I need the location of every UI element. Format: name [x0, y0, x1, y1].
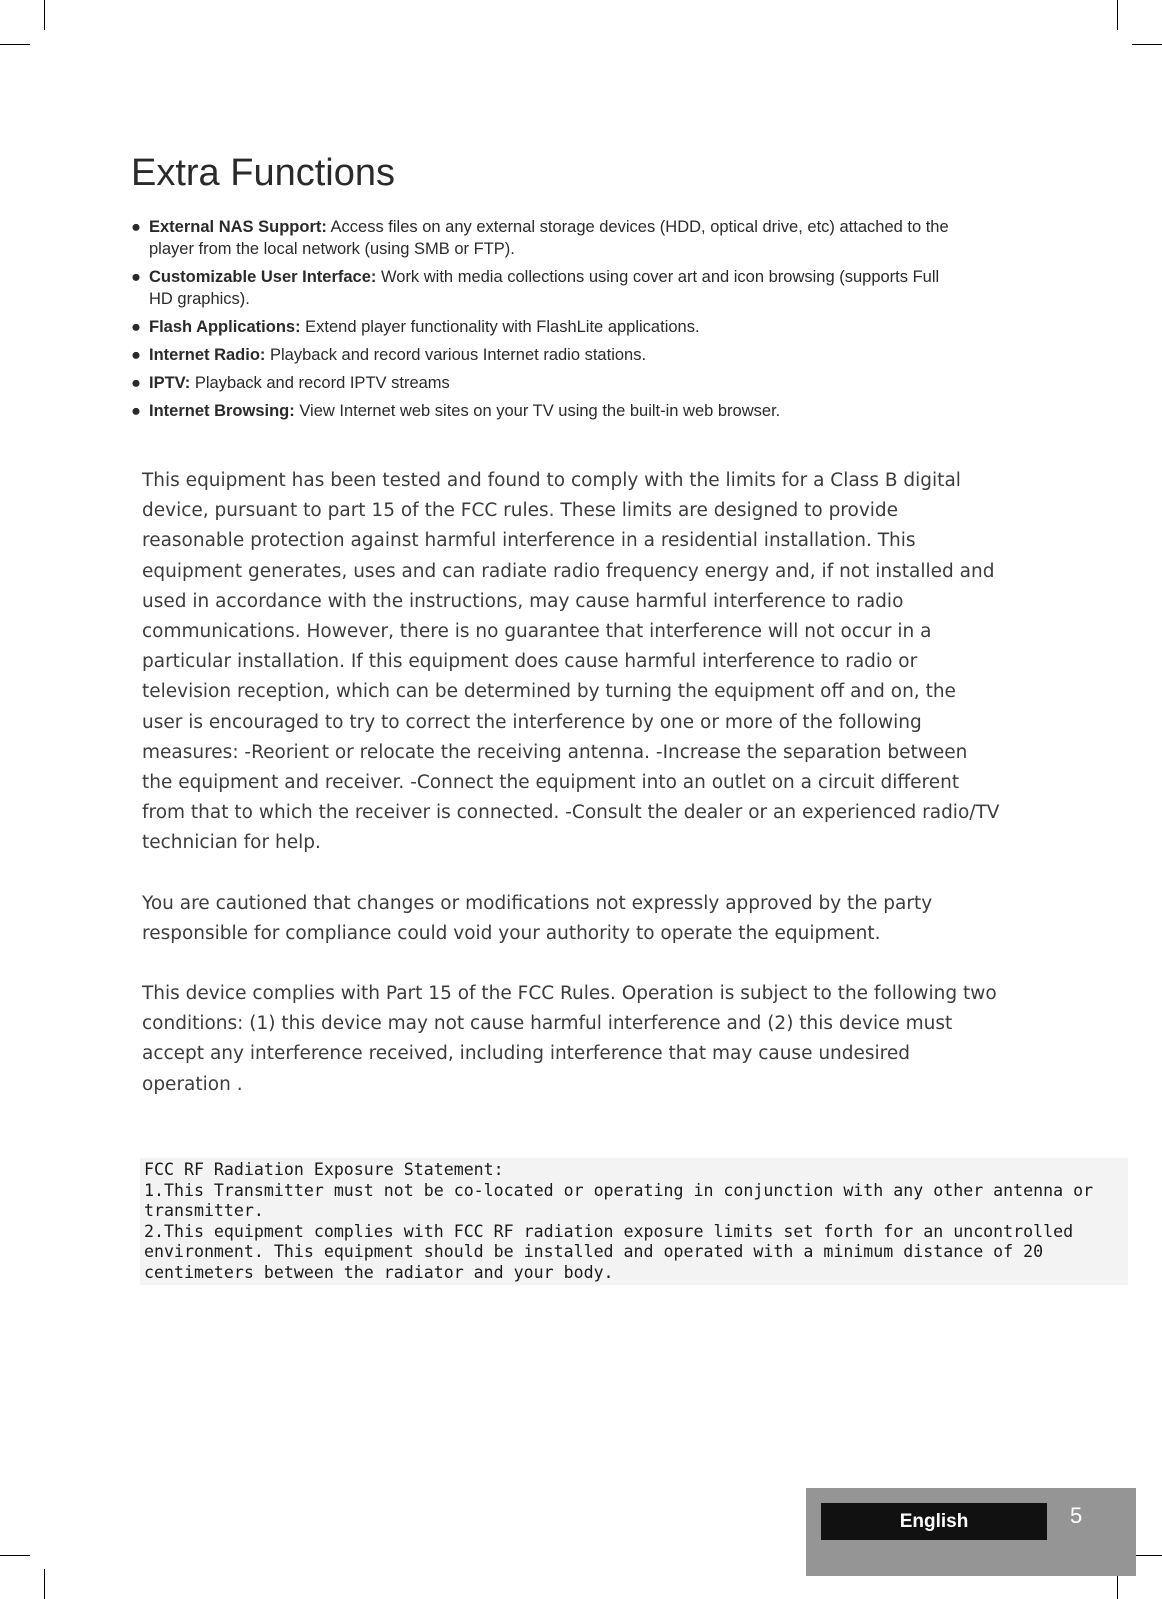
- crop-mark: [44, 0, 45, 30]
- language-label: English: [821, 1503, 1047, 1540]
- feature-item: [131, 400, 951, 422]
- bullet-icon: ●: [131, 374, 141, 392]
- crop-mark: [1117, 0, 1118, 30]
- feature-text: Extend player functionality with FlashLite applications.: [300, 318, 700, 336]
- fcc-paragraph-3: This device complies with Part 15 of the FCC Rules. Operation is subject to the following two conditions: (1) this device may not cause harmful interference and (2) this device must accept any interference received, including interference that may cause undesired operation .: [142, 983, 997, 1095]
- feature-item: [131, 344, 951, 366]
- feature-label: Internet Radio:: [149, 346, 266, 364]
- feature-item: [131, 266, 951, 310]
- feature-label: IPTV:: [149, 374, 191, 392]
- feature-text: Playback and record IPTV streams: [190, 374, 450, 392]
- fcc-paragraph-2: You are cautioned that changes or modifications not expressly approved by the party responsible for compliance could void your authority to operate the equipment.: [142, 892, 933, 944]
- feature-text: Playback and record various Internet radio stations.: [265, 346, 647, 364]
- rf-heading: FCC RF Radiation Exposure Statement:: [144, 1160, 504, 1179]
- feature-label: Flash Applications:: [149, 318, 301, 336]
- rf-item-2: 2.This equipment complies with FCC RF radiation exposure limits set forth for an uncontrolled environment. This equipment should be installed and operated with a minimum distance of 20 centimeters between the radiator and your body.: [144, 1221, 1084, 1282]
- feature-label: Internet Browsing:: [149, 402, 295, 420]
- crop-mark: [1132, 1555, 1162, 1556]
- feature-label: Customizable User Interface:: [149, 268, 377, 286]
- feature-text: Access files on any external storage devices (HDD, optical drive, etc) attached to the player from the local network (using SMB or FTP).: [149, 218, 949, 258]
- feature-list: [131, 216, 951, 428]
- feature-text: Work with media collections using cover art and icon browsing (supports Full HD graphics).: [149, 268, 940, 308]
- rf-item-1: 1.This Transmitter must not be co-located or operating in conjunction with any other antenna or transmitter.: [144, 1180, 1104, 1220]
- page-title: Extra Functions: [131, 152, 395, 194]
- crop-mark: [0, 1555, 30, 1556]
- bullet-icon: ●: [131, 318, 141, 336]
- crop-mark: [44, 1569, 45, 1599]
- feature-item: [131, 372, 951, 394]
- bullet-icon: ●: [131, 346, 141, 364]
- fcc-statement: [142, 466, 1002, 1130]
- rf-exposure-statement: [140, 1158, 1128, 1285]
- bullet-icon: ●: [131, 402, 141, 420]
- feature-label: External NAS Support:: [149, 218, 327, 236]
- bullet-icon: ●: [131, 218, 141, 236]
- feature-item: [131, 216, 951, 260]
- bullet-icon: ●: [131, 268, 141, 286]
- fcc-paragraph-1: This equipment has been tested and found to comply with the limits for a Class B digital device, pursuant to part 15 of the FCC rules. These limits are designed to provide reasonable protection against harmful interference in a residential installation. This equipment generates, uses and can radiate radio frequency energy and, if not installed and used in accordance with the instructions, may cause harmful interference to radio communications. However, there is no guarantee that interference will not occur in a particular installation. If this equipment does cause harmful interference to radio or television reception, which can be determined by turning the equipment off and on, the user is encouraged to try to correct the interference by one or more of the following measures: -Reorient or relocate the receiving antenna. -Increase the separation between the equipment and receiver. -Connect the equipment into an outlet on a circuit different from that to which the receiver is connected. -Consult the dealer or an experienced radio/TV technician for help.: [142, 470, 1000, 854]
- feature-text: View Internet web sites on your TV using the built-in web browser.: [294, 402, 781, 420]
- feature-item: [131, 316, 951, 338]
- page-number: 5: [1070, 1503, 1083, 1528]
- crop-mark: [1132, 44, 1162, 45]
- crop-mark: [0, 44, 30, 45]
